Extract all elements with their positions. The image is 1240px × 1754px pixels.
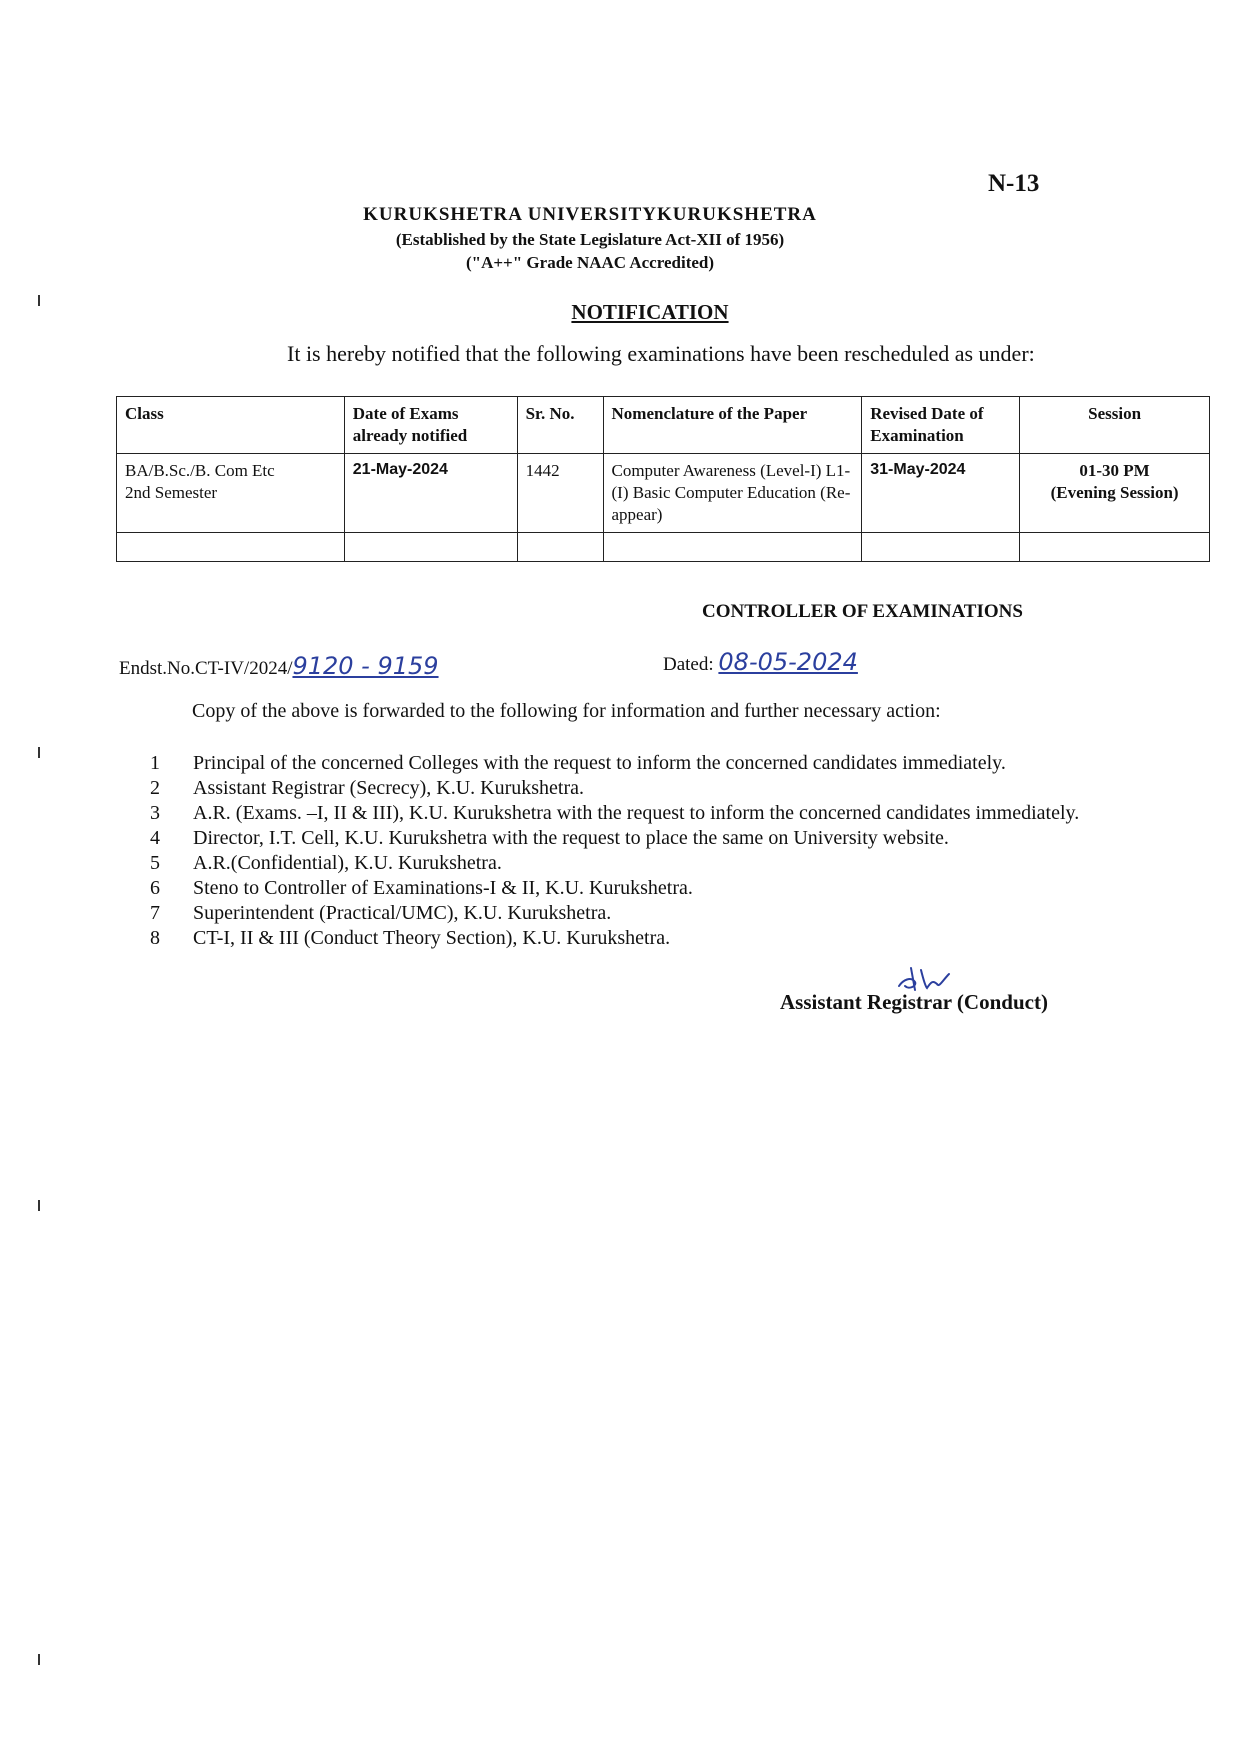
- endorsement-prefix: Endst.No.CT-IV/2024/: [119, 658, 293, 679]
- list-item-number: 6: [150, 877, 160, 899]
- table-row: [117, 454, 1210, 533]
- table-header-row: [117, 397, 1210, 454]
- empty-cell: [1020, 533, 1210, 562]
- intro-text: It is hereby notified that the following examinations have been rescheduled as under:: [287, 341, 1035, 366]
- list-item-number: 3: [150, 802, 160, 824]
- margin-mark: [38, 1654, 40, 1665]
- cell-revised-date: 31-May-2024: [862, 454, 1020, 533]
- cell-paper: Computer Awareness (Level-I) L1-(I) Basic Computer Education (Re-appear): [603, 454, 862, 533]
- list-item-text: Assistant Registrar (Secrecy), K.U. Kurukshetra.: [193, 777, 585, 799]
- header-paper: Nomenclature of the Paper: [603, 397, 862, 454]
- list-item-text: Principal of the concerned Colleges with the request to inform the concerned candidates immediately.: [193, 752, 1006, 774]
- list-item-number: 1: [150, 752, 160, 774]
- margin-mark: [38, 1200, 40, 1211]
- list-item: [150, 802, 1079, 827]
- class-line-1: BA/B.Sc./B. Com Etc: [125, 461, 275, 481]
- dated-label: Dated:: [663, 654, 714, 675]
- endorsement-handwritten-number: 9120 - 9159: [292, 652, 439, 680]
- header-date-notified: Date of Exams already notified: [344, 397, 517, 454]
- list-item-text: Steno to Controller of Examinations-I & II, K.U. Kurukshetra.: [193, 877, 693, 899]
- empty-cell: [117, 533, 345, 562]
- distribution-list: [150, 752, 1079, 952]
- list-item-number: 8: [150, 927, 160, 949]
- list-item-number: 4: [150, 827, 160, 849]
- signatory-title: Assistant Registrar (Conduct): [780, 990, 1048, 1014]
- margin-mark: [38, 295, 40, 306]
- university-name: KURUKSHETRA UNIVERSITYKURUKSHETRA: [363, 204, 817, 225]
- list-item: [150, 827, 1079, 852]
- empty-cell: [603, 533, 862, 562]
- cell-date-notified: 21-May-2024: [344, 454, 517, 533]
- dated-handwritten-value: 08-05-2024: [718, 648, 858, 676]
- reschedule-table: [116, 396, 1210, 562]
- list-item: [150, 852, 1079, 877]
- session-label: (Evening Session): [1050, 483, 1179, 503]
- list-item: [150, 927, 1079, 952]
- header-session: Session: [1020, 397, 1210, 454]
- empty-cell: [517, 533, 603, 562]
- cell-session: [1020, 454, 1210, 533]
- notification-title: [30, 300, 1240, 325]
- session-time: 01-30 PM: [1079, 461, 1150, 481]
- empty-cell: [344, 533, 517, 562]
- list-item-number: 5: [150, 852, 160, 874]
- document-code: N-13: [988, 170, 1040, 197]
- cell-sr-no: 1442: [517, 454, 603, 533]
- dated-field: [663, 648, 858, 676]
- empty-cell: [862, 533, 1020, 562]
- grade-line: ("A++" Grade NAAC Accredited): [465, 253, 715, 272]
- header-class: Class: [117, 397, 345, 454]
- list-item-text: A.R.(Confidential), K.U. Kurukshetra.: [193, 852, 502, 874]
- endorsement-number: [119, 652, 439, 680]
- header-revised-date: Revised Date of Examination: [862, 397, 1020, 454]
- list-item-number: 2: [150, 777, 160, 799]
- list-item-text: Director, I.T. Cell, K.U. Kurukshetra with the request to place the same on University website.: [193, 827, 949, 849]
- list-item-text: Superintendent (Practical/UMC), K.U. Kurukshetra.: [193, 902, 612, 924]
- table-row-empty: [117, 533, 1210, 562]
- header-sr-no: Sr. No.: [517, 397, 603, 454]
- copy-forward-note: Copy of the above is forwarded to the following for information and further necessary action:: [192, 700, 941, 722]
- cell-class: [117, 454, 345, 533]
- notification-title-text: NOTIFICATION: [571, 300, 729, 324]
- establishment-line: (Established by the State Legislature Act-XII of 1956): [395, 230, 785, 249]
- margin-mark: [38, 747, 40, 758]
- list-item: [150, 902, 1079, 927]
- class-line-2: 2nd Semester: [125, 483, 218, 503]
- list-item: [150, 777, 1079, 802]
- list-item-number: 7: [150, 902, 160, 924]
- list-item-text: CT-I, II & III (Conduct Theory Section), K.U. Kurukshetra.: [193, 927, 671, 949]
- list-item: [150, 877, 1079, 902]
- list-item: [150, 752, 1079, 777]
- list-item-text: A.R. (Exams. –I, II & III), K.U. Kurukshetra with the request to inform the concerned candidates immediately.: [193, 802, 1080, 824]
- controller-title: CONTROLLER OF EXAMINATIONS: [702, 601, 1023, 622]
